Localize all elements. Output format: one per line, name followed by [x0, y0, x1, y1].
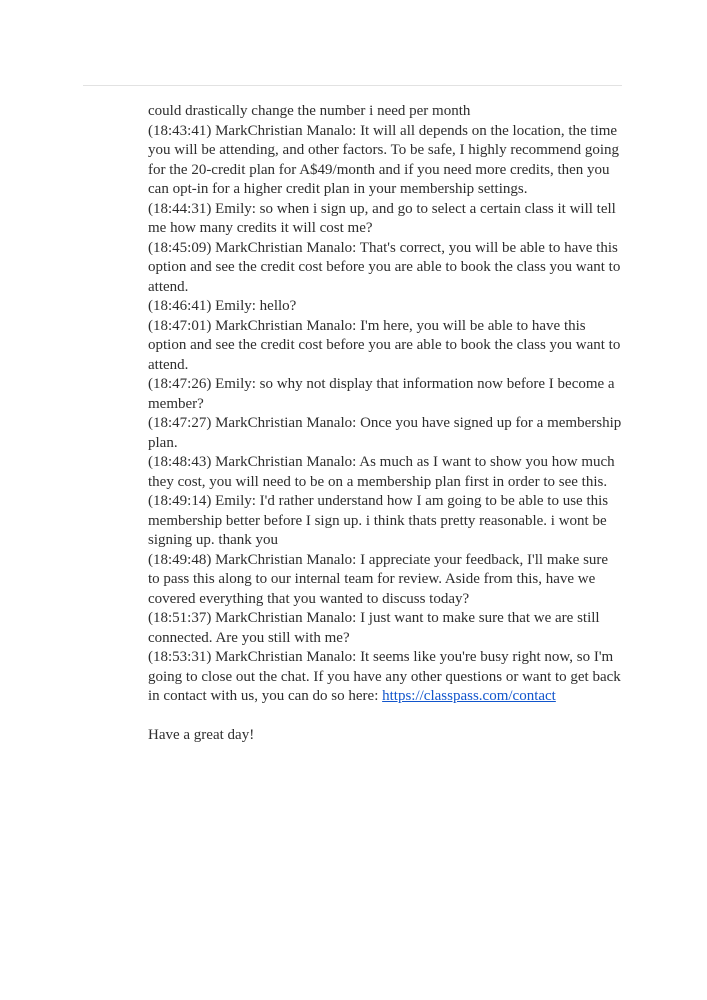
chat-message: [148, 297, 622, 317]
message-sender: MarkChristian Manalo:: [215, 122, 357, 139]
message-timestamp: (18:49:14): [148, 493, 212, 509]
message-body: I'd rather understand how I am going to be able to use this membership better before I sign up. i think thats pretty reasonable. i wont be signing up. thank you: [148, 493, 609, 548]
message-sender: MarkChristian Manalo:: [215, 317, 357, 334]
contact-link[interactable]: https://classpass.com/contact: [382, 688, 556, 704]
message-body: so why not display that information now before I become a member?: [148, 376, 615, 412]
message-timestamp: (18:46:41): [148, 298, 212, 314]
message-body: That's correct, you will be able to have this option and see the credit cost before you are able to book the class you want to attend.: [148, 239, 621, 295]
chat-message: [148, 239, 622, 298]
message-body: It seems like you're busy right now, so I'm going to close out the chat. If you have any other questions or want to get back in contact with us, you can do so here:: [148, 649, 621, 704]
chat-message: [148, 609, 622, 648]
message-timestamp: (18:47:26): [148, 376, 212, 392]
page-top-divider: [83, 85, 622, 86]
message-body: I'm here, you will be able to have this option and see the credit cost before you are able to book the class you want to attend.: [148, 317, 621, 373]
chat-message: [148, 317, 622, 376]
message-sender: Emily:: [215, 298, 256, 314]
message-body: so when i sign up, and go to select a certain class it will tell me how many credits it will cost me?: [148, 200, 616, 236]
chat-message: [148, 551, 622, 610]
message-sender: MarkChristian Manalo:: [215, 649, 357, 665]
closing-line: Have a great day!: [148, 727, 255, 743]
message-sender: Emily:: [215, 200, 256, 217]
message-body: I appreciate your feedback, I'll make sure to pass this along to our internal team for review. Aside from this, have we covered everything that you wanted to discuss today?: [148, 551, 609, 607]
message-body: It will all depends on the location, the time you will be attending, and other factors. To be safe, I highly recommend going for the 20-credit plan for A$49/month and if you need more credits, then you can opt-in for a higher credit plan in your membership settings.: [148, 122, 620, 197]
chat-message: [148, 414, 622, 453]
message-sender: MarkChristian Manalo:: [215, 454, 357, 470]
chat-transcript: [148, 102, 622, 746]
message-sender: MarkChristian Manalo:: [215, 415, 357, 431]
chat-message: [148, 375, 622, 414]
message-sender: MarkChristian Manalo:: [215, 239, 357, 256]
message-sender: MarkChristian Manalo:: [215, 610, 357, 626]
message-sender: MarkChristian Manalo:: [215, 551, 357, 568]
message-sender: Emily:: [215, 376, 256, 392]
chat-message: [148, 492, 622, 551]
message-body: Once you have signed up for a membership plan.: [148, 415, 622, 451]
message-timestamp: (18:51:37): [148, 610, 212, 626]
message-body: I just want to make sure that we are still connected. Are you still with me?: [148, 610, 600, 646]
message-timestamp: (18:43:41): [148, 122, 212, 139]
message-timestamp: (18:47:01): [148, 317, 212, 334]
chat-message: [148, 200, 622, 239]
chat-message: [148, 648, 622, 707]
message-sender: Emily:: [215, 493, 256, 509]
chat-message: [148, 453, 622, 492]
message-timestamp: (18:48:43): [148, 454, 212, 470]
message-timestamp: (18:44:31): [148, 200, 212, 217]
continuation-line: could drastically change the number i need per month: [148, 103, 471, 119]
message-timestamp: (18:45:09): [148, 239, 212, 256]
message-body: As much as I want to show you how much they cost, you will need to be on a membership plan first in order to see this.: [148, 454, 615, 490]
chat-message: [148, 122, 622, 200]
message-body: hello?: [259, 298, 297, 314]
message-timestamp: (18:53:31): [148, 649, 212, 665]
message-timestamp: (18:47:27): [148, 415, 212, 431]
message-timestamp: (18:49:48): [148, 551, 212, 568]
